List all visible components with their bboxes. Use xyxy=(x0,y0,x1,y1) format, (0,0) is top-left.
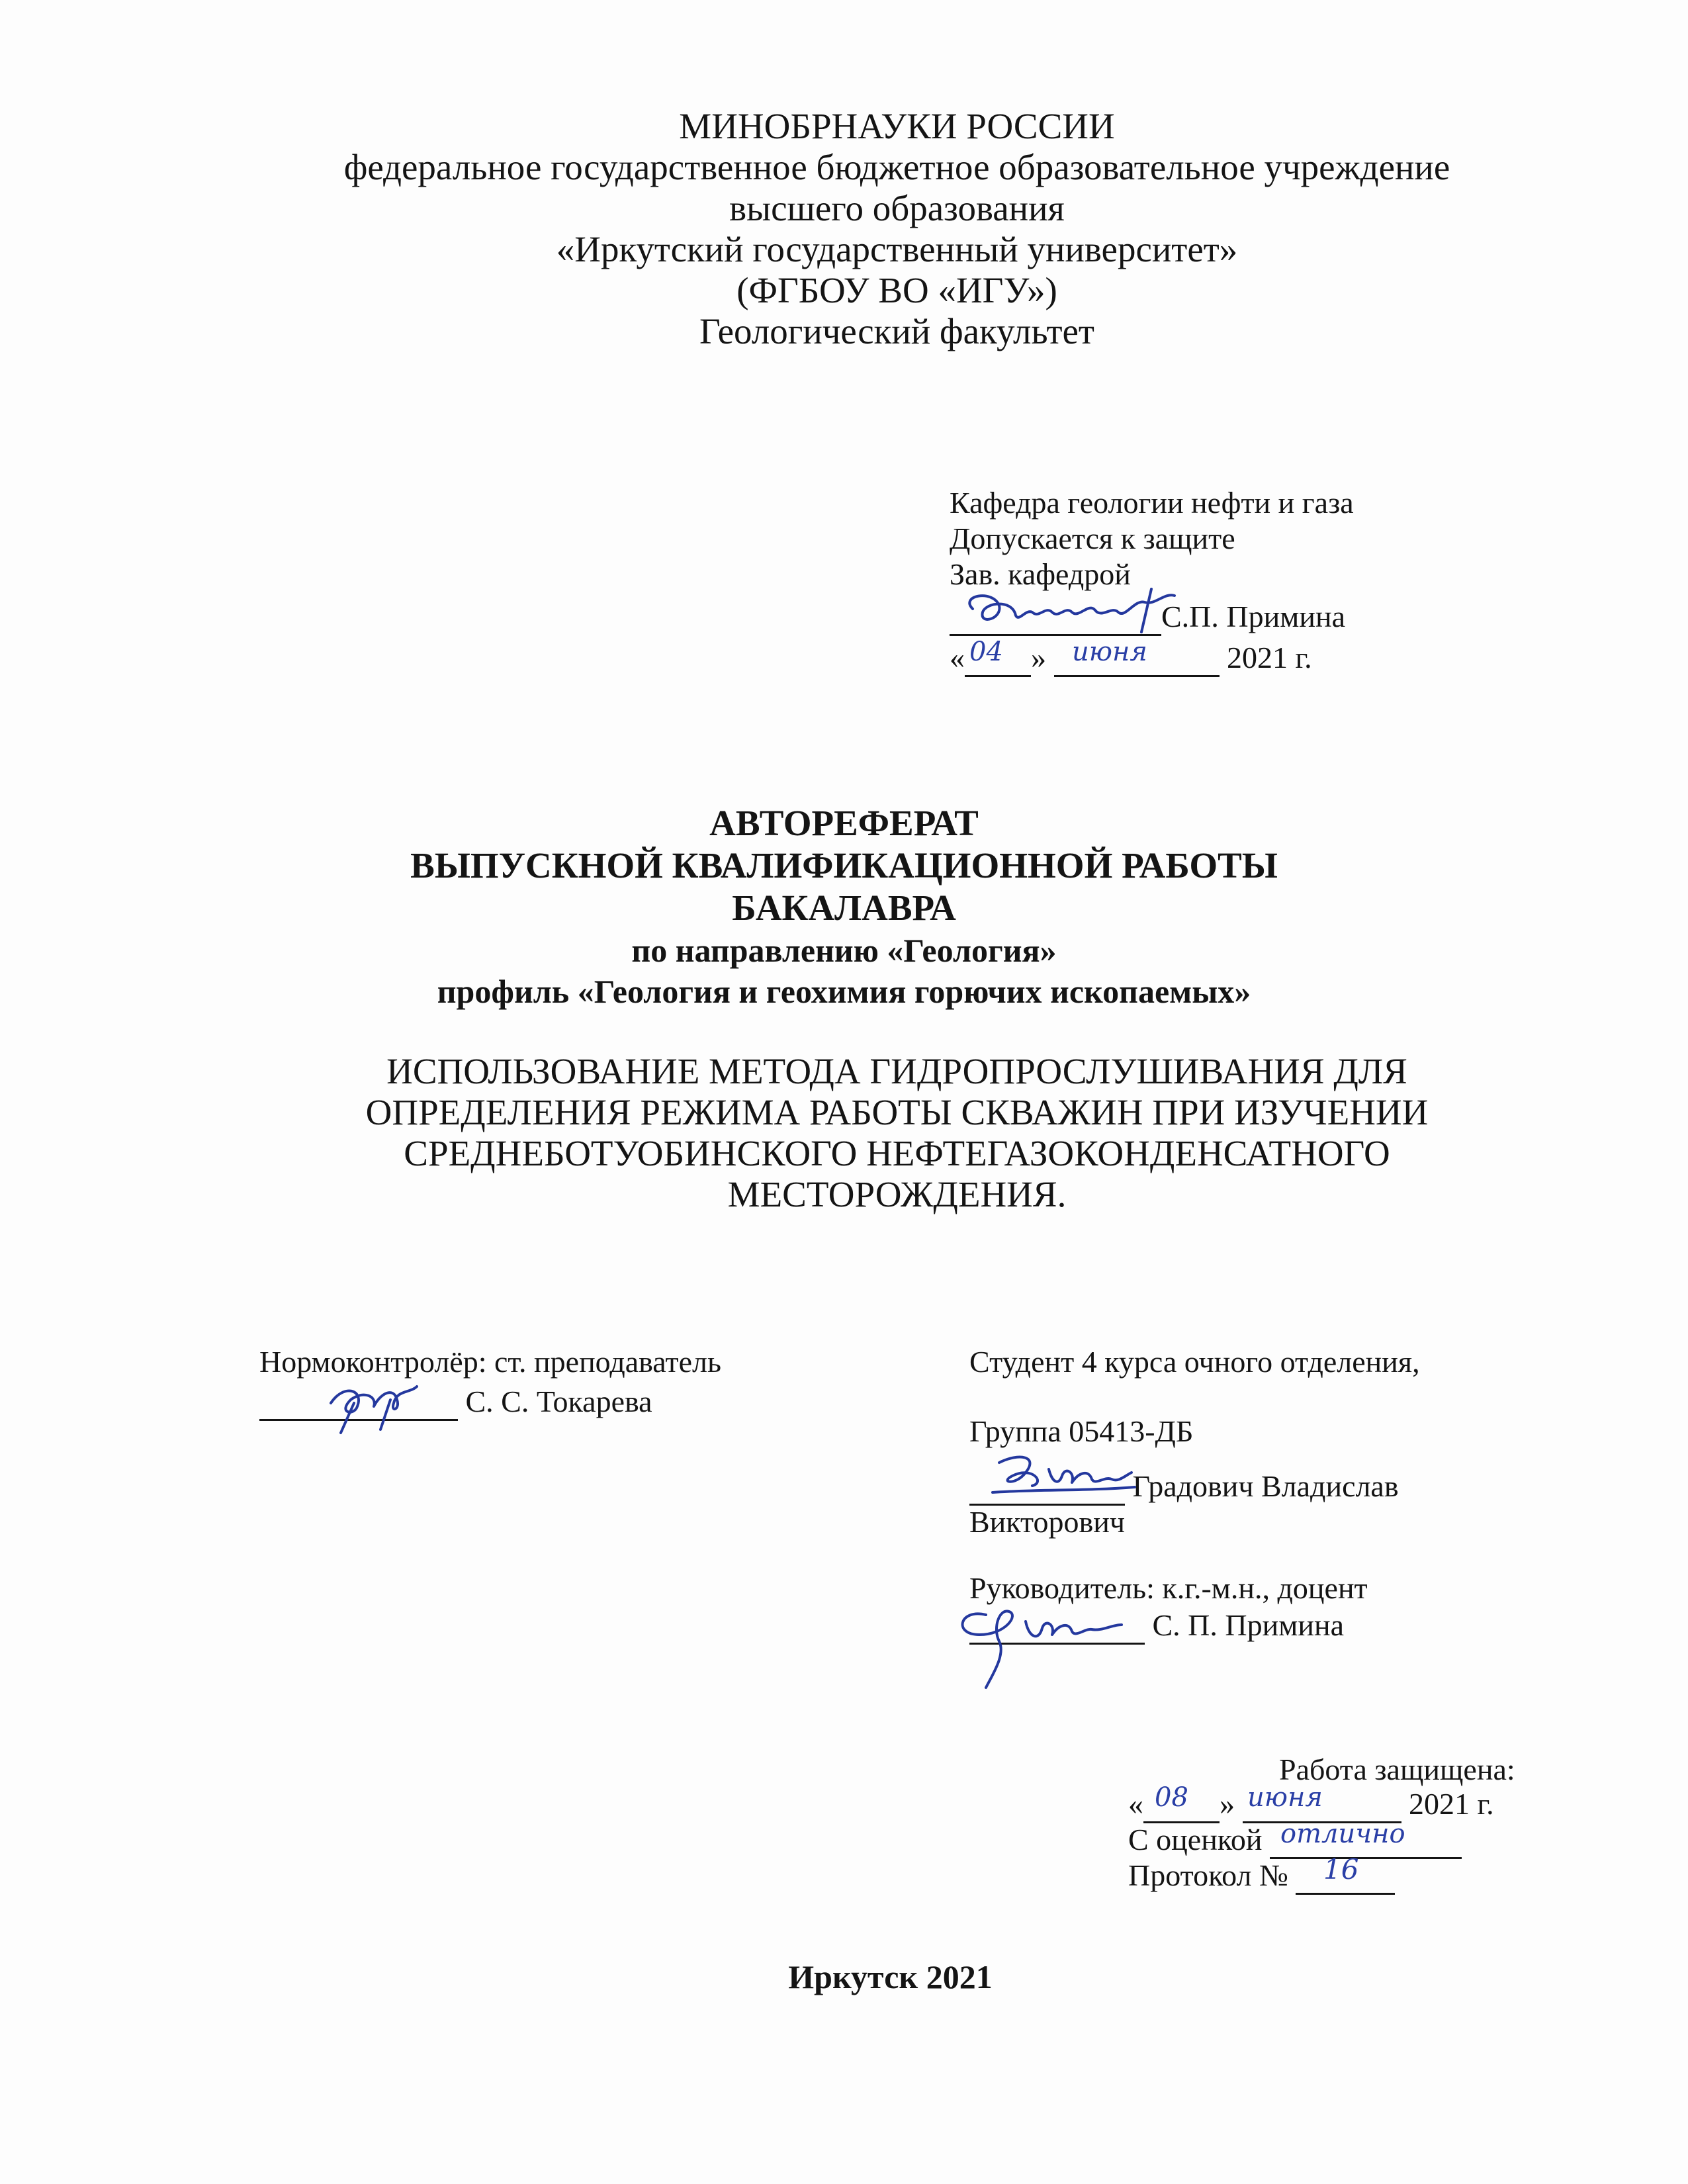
student-group: Группа 05413-ДБ xyxy=(969,1414,1194,1448)
title-line3: БАКАЛАВРА xyxy=(732,887,956,928)
department-name: Кафедра геологии нефти и газа xyxy=(950,486,1354,520)
student-course-line: Студент 4 курса очного отделения, xyxy=(969,1345,1420,1379)
university-abbreviation: (ФГБОУ ВО «ИГУ») xyxy=(736,270,1057,310)
student-name-line1: Градович Владислав xyxy=(1132,1469,1399,1503)
faculty-name: Геологический факультет xyxy=(699,311,1094,351)
defense-protocol-label: Протокол № xyxy=(1128,1858,1288,1892)
topic-line1: ИСПОЛЬЗОВАНИЕ МЕТОДА ГИДРОПРОСЛУШИВАНИЯ ДЛЯ xyxy=(386,1051,1407,1091)
defense-month-handwritten: июня xyxy=(1247,1782,1323,1813)
approval-year: 2021 г. xyxy=(1227,641,1312,674)
admitted-to-defense: Допускается к защите xyxy=(950,522,1235,555)
defense-protocol-handwritten: 16 xyxy=(1323,1853,1359,1886)
topic-line2: ОПРЕДЕЛЕНИЯ РЕЖИМА РАБОТЫ СКВАЖИН ПРИ ИЗУЧЕНИИ xyxy=(365,1092,1429,1132)
university-name: «Иркутский государственный университет» xyxy=(556,229,1238,269)
defense-grade-label: С оценкой xyxy=(1128,1823,1263,1856)
profile-line: профиль «Геология и геохимия горючих ископаемых» xyxy=(437,973,1251,1010)
supervisor-label: Руководитель: к.г.-м.н., доцент xyxy=(969,1571,1368,1605)
defense-grade-handwritten: отлично xyxy=(1280,1819,1405,1849)
title-line1: АВТОРЕФЕРАТ xyxy=(709,803,979,843)
defense-year: 2021 г. xyxy=(1409,1787,1494,1821)
head-signature-icon xyxy=(953,582,1191,635)
title-block xyxy=(0,803,1688,1011)
ministry-line: МИНОБРНАУКИ РОССИИ xyxy=(679,106,1115,146)
header-block xyxy=(0,106,1688,352)
approval-date-line: « » 2021 г. xyxy=(950,641,1312,677)
topic-line3: СРЕДНЕБОТУОБИНСКОГО НЕФТЕГАЗОКОНДЕНСАТНОГО xyxy=(404,1133,1390,1173)
defense-title: Работа защищена: xyxy=(1279,1752,1515,1786)
supervisor-name: С. П. Примина xyxy=(1152,1608,1344,1642)
approval-month-handwritten: июня xyxy=(1072,637,1147,667)
defense-day-handwritten: 08 xyxy=(1155,1782,1188,1813)
footer-block xyxy=(0,1958,1688,1996)
head-of-department-title: Зав. кафедрой xyxy=(950,557,1131,591)
topic-line4: МЕСТОРОЖДЕНИЯ. xyxy=(727,1174,1067,1214)
approval-day-handwritten: 04 xyxy=(969,637,1003,667)
defense-date-line: « » 2021 г. xyxy=(1128,1787,1494,1823)
normcontrol-signature-icon xyxy=(318,1363,423,1436)
title-line2: ВЫПУСКНОЙ КВАЛИФИКАЦИОННОЙ РАБОТЫ xyxy=(410,845,1278,886)
student-name-line2: Викторович xyxy=(969,1505,1126,1539)
institution-type-line1: федеральное государственное бюджетное образовательное учреждение xyxy=(343,147,1450,187)
institution-type-line2: высшего образования xyxy=(729,188,1065,228)
normcontrol-label: Нормоконтролёр: ст. преподаватель xyxy=(259,1345,721,1379)
supervisor-signature-icon xyxy=(946,1588,1145,1694)
topic-block xyxy=(0,1051,1688,1215)
student-signature-icon xyxy=(986,1446,1138,1506)
direction-line: по направлению «Геология» xyxy=(631,932,1057,969)
city-year: Иркутск 2021 xyxy=(788,1958,993,1995)
head-name: С.П. Примина xyxy=(1161,600,1345,633)
normcontrol-name: С. С. Токарева xyxy=(465,1385,652,1418)
